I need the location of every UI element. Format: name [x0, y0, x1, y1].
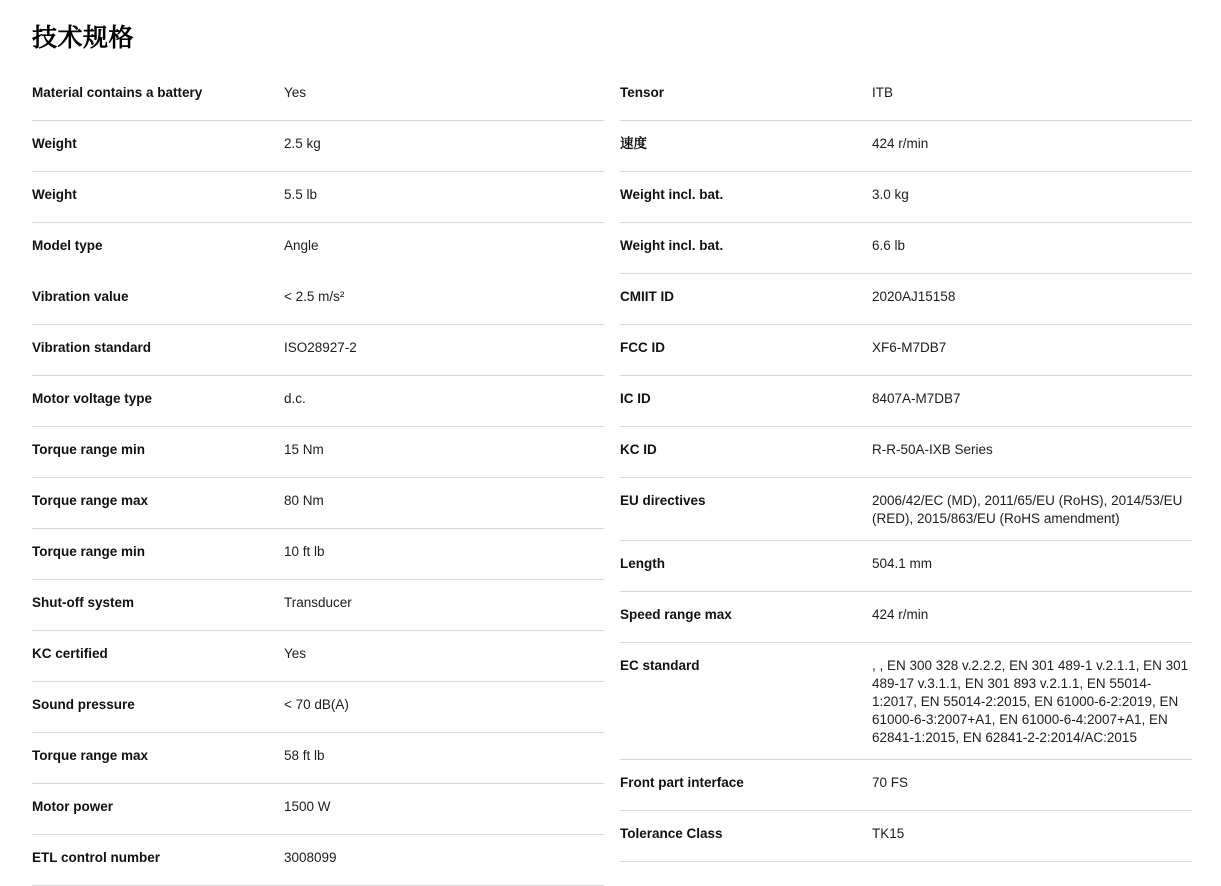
spec-column-left [32, 70, 604, 886]
page-title: 技术规格 [32, 24, 135, 52]
spec-value: R-R-50A-IXB Series [872, 442, 993, 457]
spec-value: 504.1 mm [872, 556, 933, 571]
spec-value: XF6-M7DB7 [872, 340, 947, 355]
spec-label: KC ID [620, 442, 657, 457]
spec-value: d.c. [284, 391, 306, 406]
spec-label: Weight incl. bat. [620, 238, 724, 253]
spec-label: Shut-off system [32, 595, 135, 610]
spec-row [620, 427, 1192, 478]
spec-row [620, 811, 1192, 862]
spec-label: CMIIT ID [620, 289, 674, 304]
spec-value: 8407A-M7DB7 [872, 391, 961, 406]
spec-label: KC certified [32, 646, 108, 661]
spec-column-right [620, 70, 1192, 862]
spec-value: 424 r/min [872, 607, 929, 622]
spec-label: 速度 [620, 136, 647, 151]
spec-row [620, 172, 1192, 223]
spec-row [620, 478, 1192, 541]
spec-label: Material contains a battery [32, 85, 203, 100]
spec-label: IC ID [620, 391, 651, 406]
spec-label: Vibration value [32, 289, 129, 304]
spec-label: Weight incl. bat. [620, 187, 724, 202]
spec-row [32, 121, 604, 172]
spec-row [32, 631, 604, 682]
spec-row [620, 376, 1192, 427]
spec-row [32, 784, 604, 835]
spec-value: , , EN 300 328 v.2.2.2, EN 301 489-1 v.2.1.1, EN 301 489-17 v.3.1.1, EN 301 893 v.2.1.1, EN 55014-1:2017, EN 55014-2:2015, EN 61000-6-2:2019, EN 61000-6-3:2007+A1, EN 61000-6-4:2007+A1, EN 62841-1:2015, EN 62841-2-2:2014/AC:2015 [872, 658, 1189, 745]
spec-value: 424 r/min [872, 136, 929, 151]
spec-value: 80 Nm [284, 493, 324, 508]
spec-value: Yes [284, 85, 307, 100]
spec-value: TK15 [872, 826, 905, 841]
spec-label: ETL control number [32, 850, 161, 865]
spec-row [32, 325, 604, 376]
spec-label: Torque range max [32, 493, 149, 508]
spec-label: Tensor [620, 85, 665, 100]
spec-label: Torque range min [32, 442, 146, 457]
spec-row [32, 682, 604, 733]
spec-row [620, 70, 1192, 121]
spec-row [32, 733, 604, 784]
spec-value: ISO28927-2 [284, 340, 357, 355]
spec-value: 2.5 kg [284, 136, 321, 151]
spec-row [620, 223, 1192, 274]
spec-row [32, 376, 604, 427]
spec-row [620, 592, 1192, 643]
spec-row [32, 529, 604, 580]
spec-label: Vibration standard [32, 340, 152, 355]
spec-label: FCC ID [620, 340, 665, 355]
spec-label: Speed range max [620, 607, 732, 622]
spec-value: 1500 W [284, 799, 331, 814]
spec-row [32, 835, 604, 886]
spec-value: 3008099 [284, 850, 337, 865]
spec-row [32, 223, 604, 274]
spec-value: ITB [872, 85, 894, 100]
spec-value: < 2.5 m/s² [284, 289, 345, 304]
spec-value: 2020AJ15158 [872, 289, 956, 304]
spec-row [620, 121, 1192, 172]
spec-row [32, 70, 604, 121]
spec-label: Sound pressure [32, 697, 135, 712]
spec-value: 70 FS [872, 775, 909, 790]
spec-label: Tolerance Class [620, 826, 723, 841]
spec-value: Angle [284, 238, 319, 253]
spec-row [32, 580, 604, 631]
spec-label: Motor voltage type [32, 391, 153, 406]
spec-value: 2006/42/EC (MD), 2011/65/EU (RoHS), 2014/53/EU (RED), 2015/863/EU (RoHS amendment) [872, 493, 1183, 526]
spec-value: 10 ft lb [284, 544, 325, 559]
spec-row [620, 325, 1192, 376]
spec-row [620, 274, 1192, 325]
spec-value: Yes [284, 646, 307, 661]
spec-row [32, 172, 604, 223]
spec-columns [0, 70, 1221, 886]
spec-label: Torque range min [32, 544, 146, 559]
spec-value: < 70 dB(A) [284, 697, 349, 712]
spec-label: Length [620, 556, 665, 571]
spec-value: 58 ft lb [284, 748, 325, 763]
spec-value: 15 Nm [284, 442, 324, 457]
spec-label: Weight [32, 136, 77, 151]
spec-label: Model type [32, 238, 103, 253]
spec-label: Motor power [32, 799, 113, 814]
spec-row [620, 760, 1192, 811]
spec-value: 6.6 lb [872, 238, 906, 253]
spec-value: 3.0 kg [872, 187, 909, 202]
spec-label: Torque range max [32, 748, 149, 763]
spec-label: Front part interface [620, 775, 744, 790]
spec-row [32, 274, 604, 325]
spec-label: Weight [32, 187, 77, 202]
spec-label: EU directives [620, 493, 706, 508]
spec-value: Transducer [284, 595, 352, 610]
spec-row [620, 643, 1192, 760]
spec-row [620, 541, 1192, 592]
spec-label: EC standard [620, 658, 700, 673]
spec-row [32, 478, 604, 529]
spec-row [32, 427, 604, 478]
spec-value: 5.5 lb [284, 187, 318, 202]
